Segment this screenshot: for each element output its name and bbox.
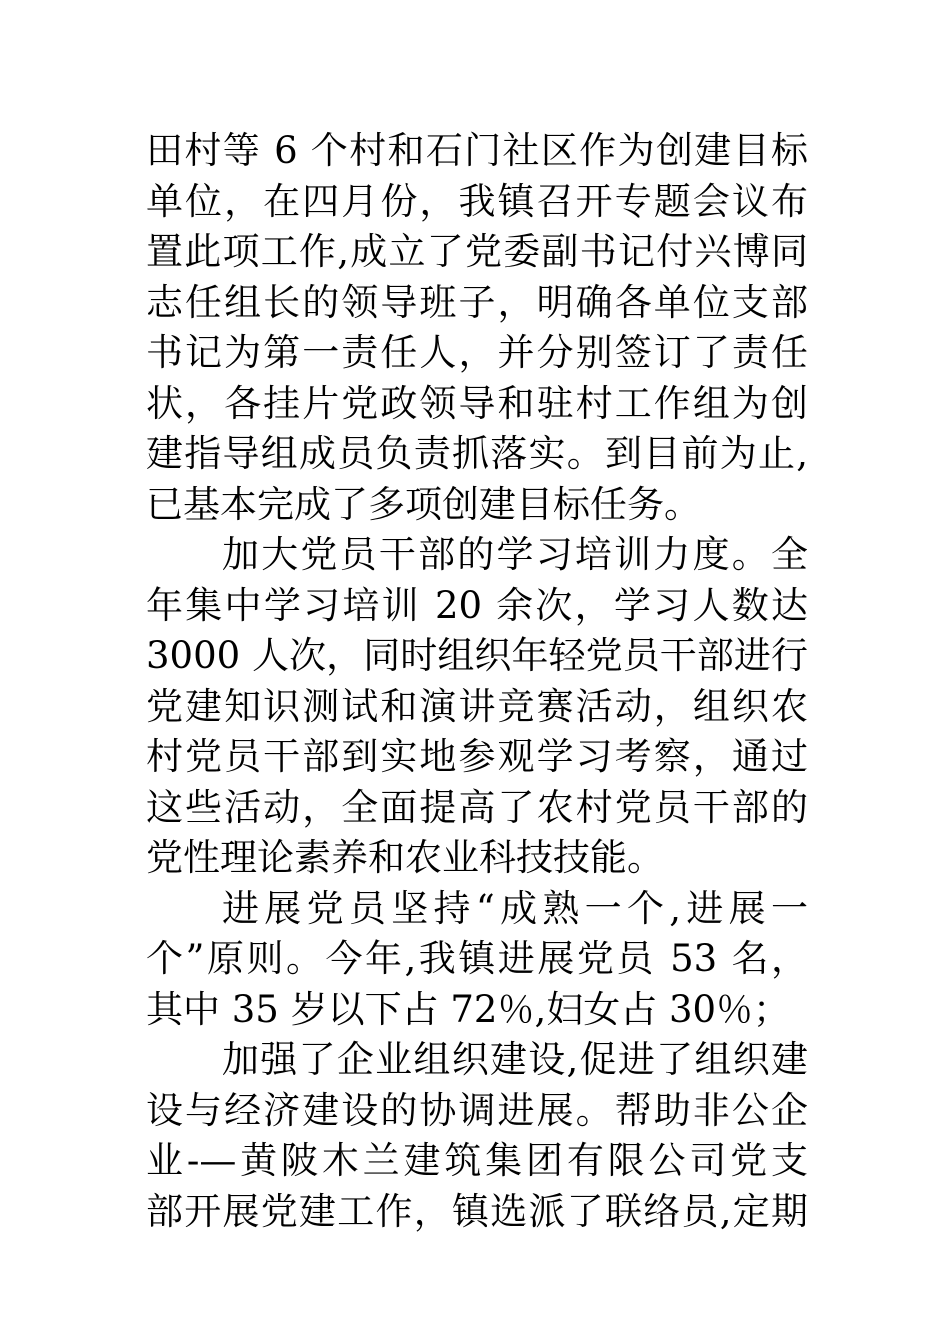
paragraph-3-line-3: 其中 35 岁以下占 72％,妇女占 30％； [146,987,791,1031]
paragraph-4-line-2: 设与经济建设的协调进展。帮助非公企 [146,1088,808,1132]
paragraph-1-line-4: 志任组长的领导班子，明确各单位支部 [146,280,808,324]
paragraph-4-line-3: 业-—黄陂木兰建筑集团有限公司党支 [146,1139,808,1182]
paragraph-1-line-8: 已基本完成了多项创建目标任务。 [146,482,701,526]
paragraph-2-line-7: 党性理论素养和农业科技技能。 [146,836,664,879]
paragraph-2-line-1: 加大党员干部的学习培训力度。全 [222,533,808,576]
document-body [146,126,808,1237]
paragraph-1-line-3: 置此项工作,成立了党委副书记付兴博同 [146,230,808,273]
paragraph-3-line-2: 个”原则。今年,我镇进展党员 53 名， [146,937,808,980]
paragraph-1-line-7: 建指导组成员负责抓落实。到目前为止, [146,432,808,475]
paragraph-1-line-6: 状，各挂片党政领导和驻村工作组为创 [146,381,808,425]
paragraph-1-line-5: 书记为第一责任人，并分别签订了责任 [146,331,808,374]
paragraph-4-line-1: 加强了企业组织建设,促进了组织建 [222,1038,808,1081]
paragraph-4-line-4: 部开展党建工作，镇选派了联络员,定期 [146,1189,808,1233]
paragraph-2-line-3: 3000 人次，同时组织年轻党员干部进行 [146,634,808,677]
paragraph-2-line-6: 这些活动，全面提高了农村党员干部的 [146,785,808,829]
paragraph-2-line-2: 年集中学习培训 20 余次，学习人数达 [146,583,808,627]
paragraph-2-line-5: 村党员干部到实地参观学习考察，通过 [146,735,808,778]
paragraph-2-line-4: 党建知识测试和演讲竞赛活动，组织农 [146,684,808,728]
paragraph-1-line-1: 田村等 6 个村和石门社区作为创建目标 [146,129,808,172]
paragraph-3-line-1: 进展党员坚持“成熟一个,进展一 [222,886,808,930]
paragraph-1-line-2: 单位，在四月份，我镇召开专题会议布 [146,179,808,223]
